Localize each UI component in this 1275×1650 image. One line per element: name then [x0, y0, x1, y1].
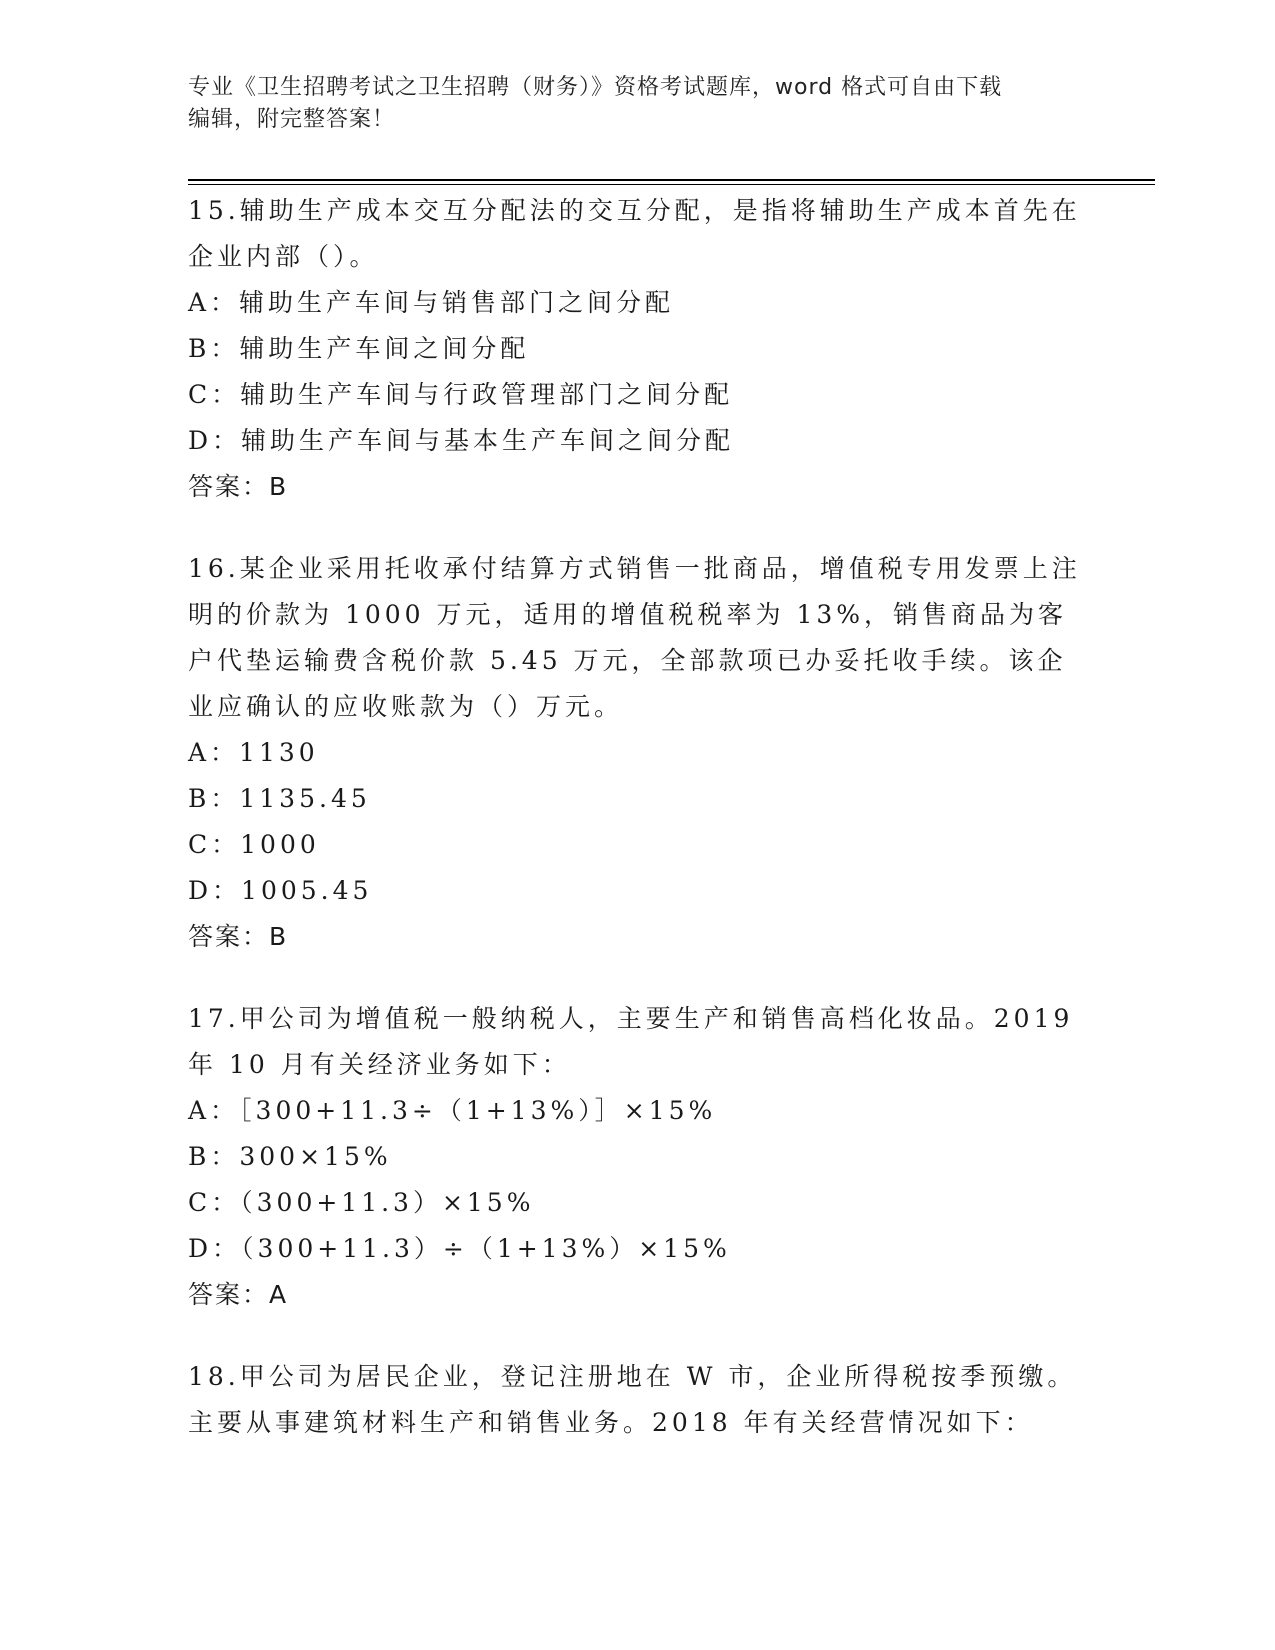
header-line-2: 编辑，附完整答案！ [188, 107, 396, 132]
question-15 [188, 188, 1088, 510]
answer-line: 答案：A [188, 1280, 289, 1309]
question-stem: 18.甲公司为居民企业，登记注册地在 W 市，企业所得税按季预缴。主要从事建筑材料生产和销售业务。2018 年有关经营情况如下： [188, 1362, 1077, 1437]
option-c: C：（300+11.3）×15% [188, 1188, 535, 1217]
option-a: A：辅助生产车间与销售部门之间分配 [188, 288, 675, 317]
option-b: B：300×15% [188, 1142, 392, 1171]
option-a: A：［300+11.3÷（1+13%）］×15% [188, 1096, 717, 1125]
answer-line: 答案：B [188, 922, 289, 951]
question-18 [188, 1354, 1088, 1446]
header-divider-thick [188, 179, 1155, 181]
option-a: A：1130 [188, 738, 319, 767]
option-c: C：辅助生产车间与行政管理部门之间分配 [188, 380, 734, 409]
answer-line: 答案：B [188, 472, 289, 501]
option-d: D：（300+11.3）÷（1+13%）×15% [188, 1234, 731, 1263]
option-c: C：1000 [188, 830, 320, 859]
question-17 [188, 996, 1088, 1318]
option-b: B：1135.45 [188, 784, 371, 813]
option-b: B：辅助生产车间之间分配 [188, 334, 530, 363]
question-stem: 15.辅助生产成本交互分配法的交互分配，是指将辅助生产成本首先在企业内部（）。 [188, 196, 1081, 271]
header-line-1: 专业《卫生招聘考试之卫生招聘（财务）》资格考试题库，word 格式可自由下载 [188, 75, 1003, 100]
question-stem: 16.某企业采用托收承付结算方式销售一批商品，增值税专用发票上注明的价款为 1000 万元，适用的增值税税率为 13%，销售商品为客户代垫运输费含税价款 5.45 万元，全部款项已办妥托收手续。该企业应确认的应收账款为（）万元。 [188, 554, 1081, 721]
option-d: D：1005.45 [188, 876, 373, 905]
document-header [188, 72, 1088, 136]
header-divider-thin [188, 184, 1155, 185]
option-d: D：辅助生产车间与基本生产车间之间分配 [188, 426, 735, 455]
question-stem: 17.甲公司为增值税一般纳税人，主要生产和销售高档化妆品。2019 年 10 月有关经济业务如下： [188, 1004, 1074, 1079]
question-16 [188, 546, 1088, 960]
question-list [188, 188, 1088, 1482]
